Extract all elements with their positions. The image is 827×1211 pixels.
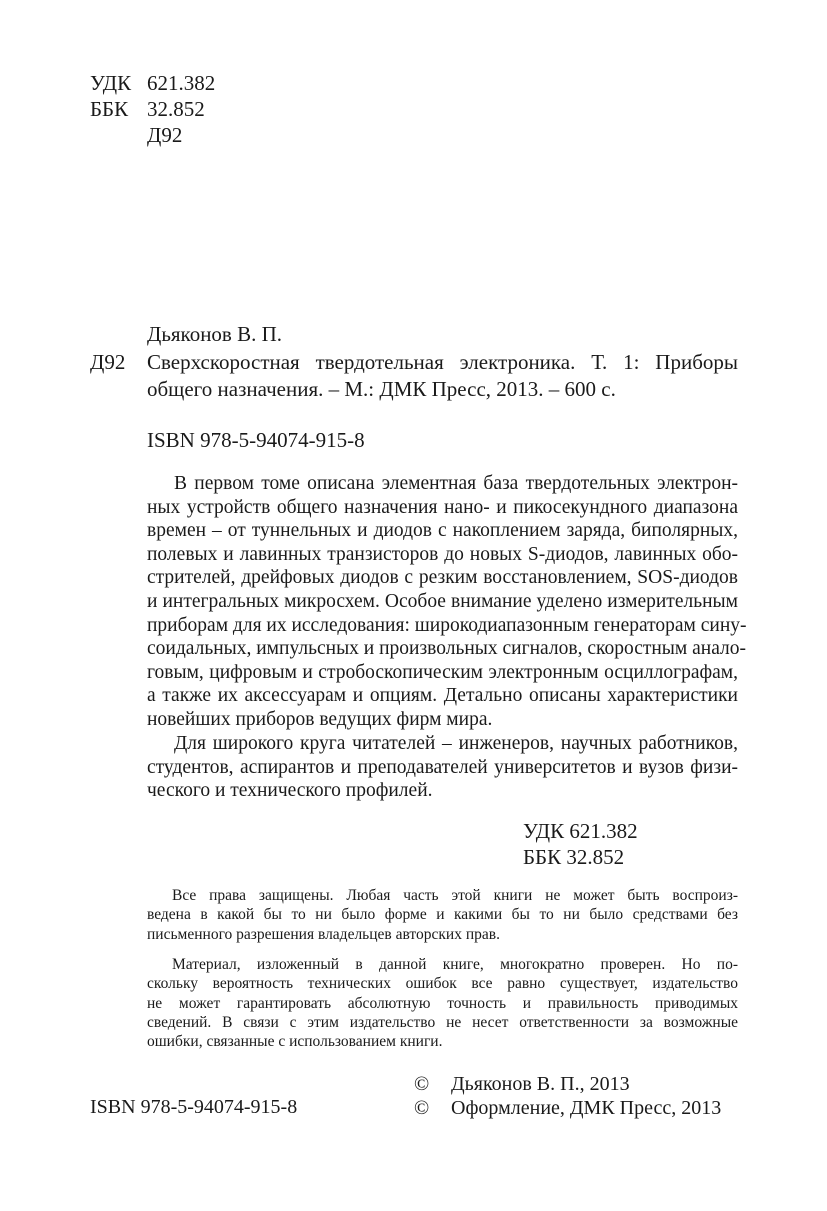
annotation-line: ческого и технического профилей. [147,780,433,802]
author-mark: Д92 [147,123,183,147]
bbk-value: 32.852 [147,97,205,121]
annotation-line: приборам для их исследования: широкодиапазонным генераторам сину- [147,614,747,636]
catalog-title-line-1: Сверхскоростная твердотельная электроника. Т. 1: Приборы [147,350,738,374]
udk-label: УДК [90,71,132,95]
annotation-line: студентов, аспирантов и преподавателей университетов и вузов физи- [147,756,738,778]
annotation-line: соидальных, импульсных и произвольных сигналов, скоростным анало- [147,638,747,660]
top-classification [90,70,215,148]
catalog-isbn: ISBN 978-5-94074-915-8 [147,428,365,452]
catalog-author-mark: Д92 [90,350,126,374]
annotation-paragraph-1 [147,472,747,732]
copyright-symbol-icon: © [414,1073,430,1095]
bottom-udk: УДК 621.382 [523,819,638,843]
annotation-line: говым, цифровым и стробоскопическим электронным осциллографам, [147,661,738,683]
annotation-line: новейших приборов ведущих фирм мира. [147,708,493,730]
rights-line: скольку вероятность технических ошибок все равно существует, издательство [147,975,738,993]
bottom-classification [523,818,638,870]
footer-isbn: ISBN 978-5-94074-915-8 [90,1096,298,1118]
footer-copyrights [414,1072,721,1120]
rights-line: ведена в какой бы то ни было форме и какими бы то ни было средствами без [147,906,738,924]
catalog-title-line-2: общего назначения. – М.: ДМК Пресс, 2013. – 600 с. [147,377,616,401]
udk-row [90,70,215,96]
annotation-line: времен – от туннельных и диодов с накоплением заряда, биполярных, [147,520,738,542]
annotation-line: ных устройств общего назначения нано- и пикосекундного диапазона [147,496,738,518]
rights-paragraph-2 [147,955,738,1051]
rights-line: сведений. В связи с этим издательство не несет ответственности за возможные [147,1013,738,1031]
annotation-line: полевых и лавинных транзисторов до новых S-диодов, лавинных обо- [147,543,738,565]
annotation-line: стрителей, дрейфовых диодов с резким восстановлением, SOS-диодов [147,567,738,589]
bbk-label: ББК [90,97,129,121]
annotation-paragraph-2 [147,732,738,803]
annotation-line: В первом томе описана элементная база твердотельных электрон- [174,473,738,494]
annotation-line: Для широкого круга читателей – инженеров, научных работников, [174,733,738,754]
catalog-author: Дьяконов В. П. [147,322,283,346]
rights-paragraph-1 [147,886,738,944]
rights-line: не может гарантировать абсолютную точность и правильность приводимых [147,994,738,1012]
rights-line: письменного разрешения владельцев авторских прав. [147,925,500,943]
copyright-symbol-icon: © [414,1097,430,1119]
copyright-author: Дьяконов В. П., 2013 [451,1073,630,1095]
copyright-design: Оформление, ДМК Пресс, 2013 [451,1097,722,1119]
copyright-row-design [414,1096,721,1120]
rights-line: Все права защищены. Любая часть этой книги не может быть воспроиз- [172,887,738,904]
annotation-line: а также их аксессуарам и опциям. Детально описаны характеристики [147,685,738,707]
bbk-row [90,96,215,122]
rights-line: ошибки, связанные с использованием книги. [147,1033,443,1051]
udk-value: 621.382 [147,71,216,95]
rights-line: Материал, изложенный в данной книге, многократно проверен. Но по- [172,956,738,973]
author-mark-row [90,122,215,148]
copyright-row-author [414,1072,721,1096]
bottom-bbk: ББК 32.852 [523,845,625,869]
annotation-line: и интегральных микросхем. Особое внимание уделено измерительным [147,590,738,612]
